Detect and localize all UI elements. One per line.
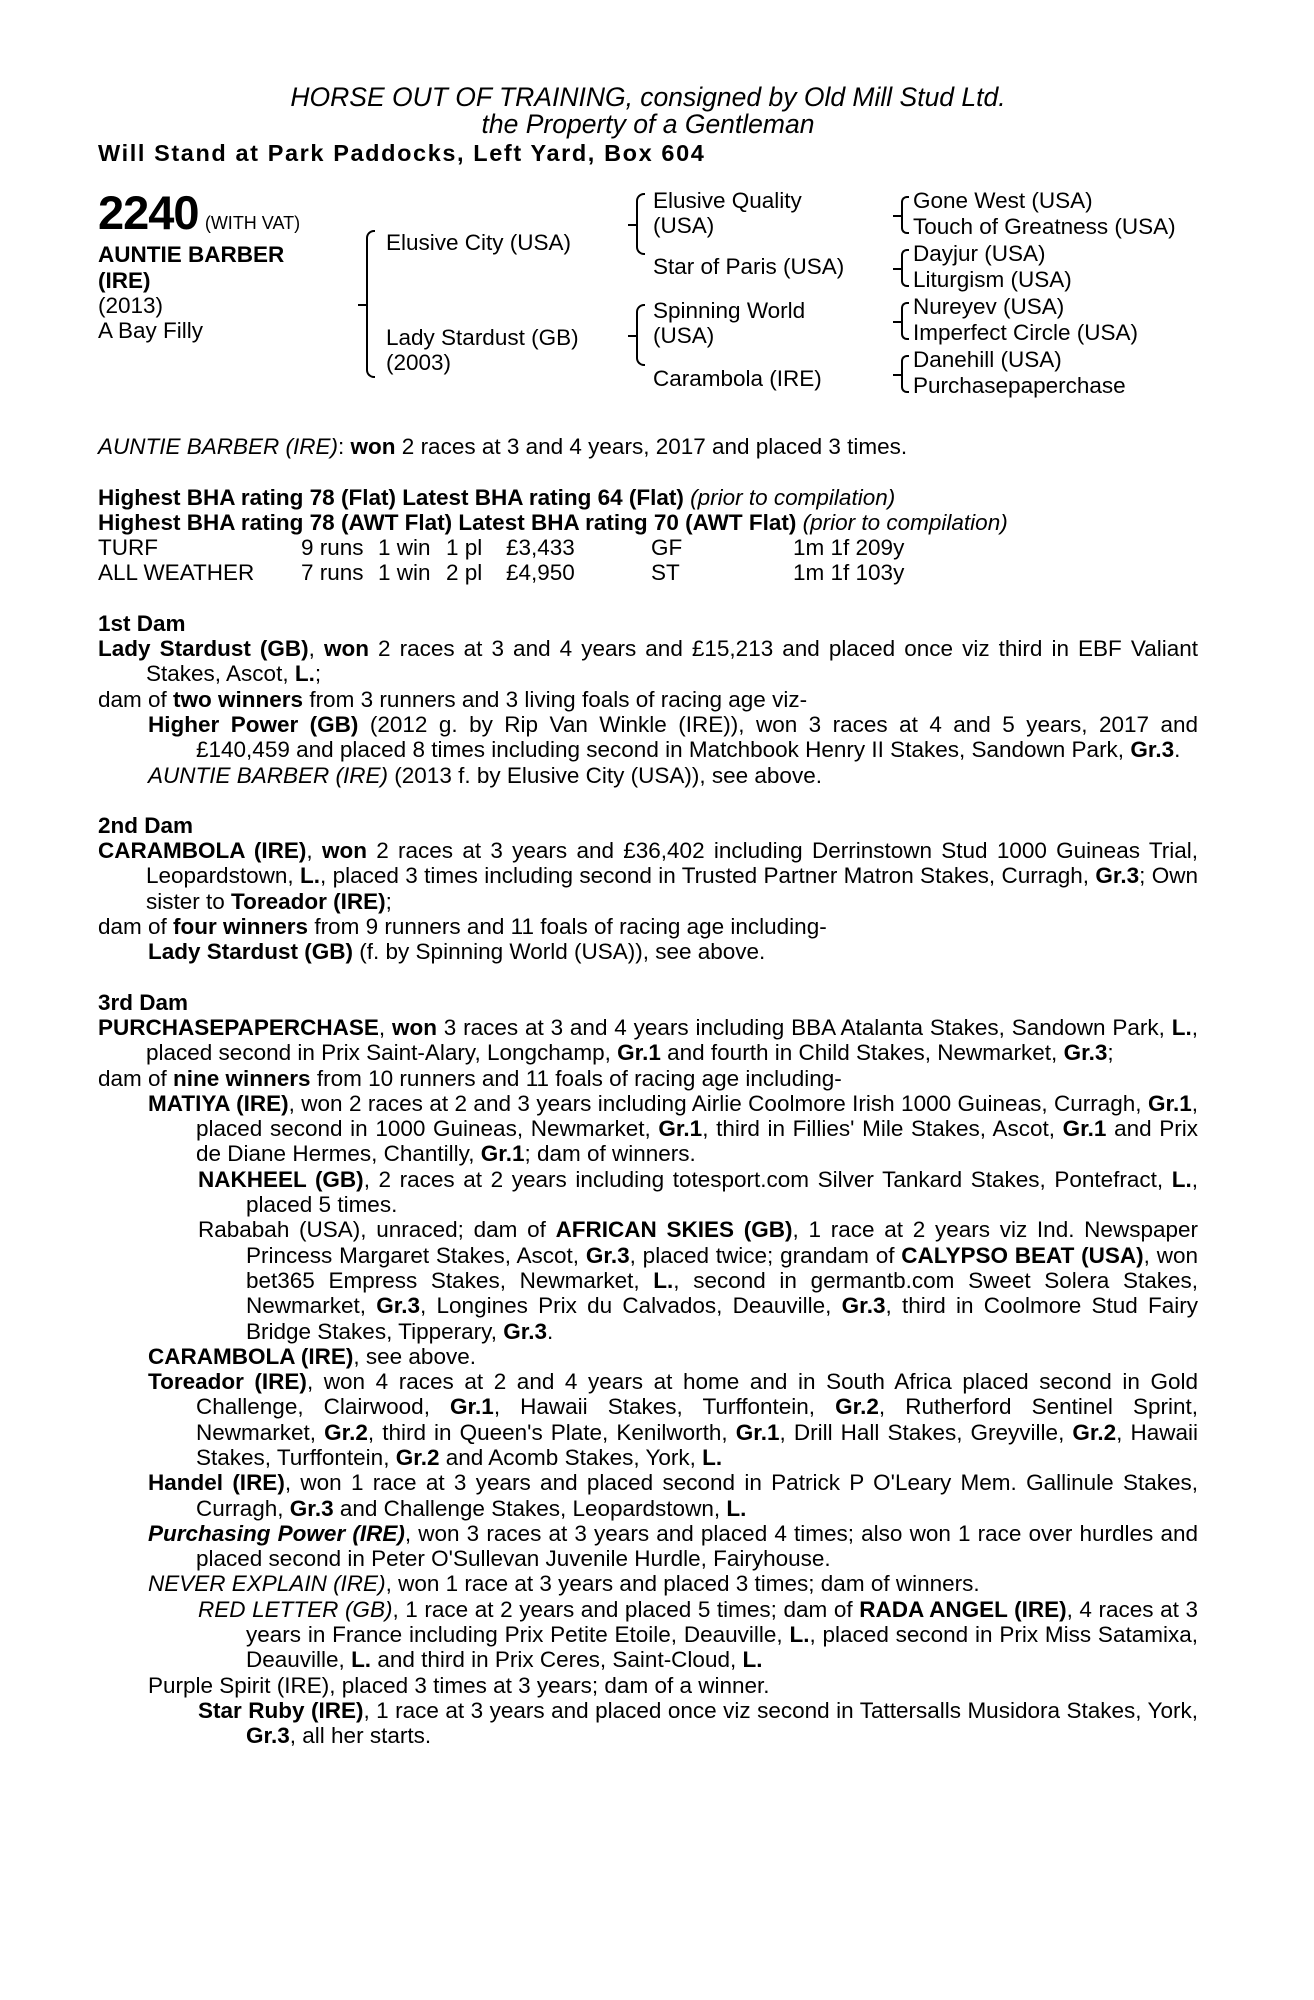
- first-dam-record: Lady Stardust (GB), won 2 races at 3 and 4 years and £15,213 and placed once viz third in EBF Valiant Stakes, Ascot, L.;: [98, 636, 1198, 687]
- race-summary: AUNTIE BARBER (IRE): won 2 races at 3 and 4 years, 2017 and placed 3 times.: [98, 434, 908, 460]
- dam-parents-brace: [636, 304, 645, 366]
- g-brace-4: [901, 355, 909, 393]
- foaling-year: (2013): [98, 293, 164, 319]
- sire: Elusive City (USA): [386, 230, 572, 256]
- dam-sire: Spinning World: [653, 298, 806, 324]
- pedigree-block: [98, 188, 1198, 428]
- lot-number: 2240: [98, 186, 199, 240]
- produce-carambola: CARAMBOLA (IRE), see above.: [148, 1343, 476, 1369]
- grandsire-4: Danehill (USA): [913, 347, 1062, 373]
- granddam-1: Touch of Greatness (USA): [913, 214, 1176, 240]
- stand-location: Will Stand at Park Paddocks, Left Yard, Box 604: [98, 140, 706, 166]
- produce-red-letter: RED LETTER (GB), 1 race at 2 years and placed 5 times; dam of RADA ANGEL (IRE), 4 races at 3 years in France including Prix Petite Etoile, Deauville, L., placed second in Prix Miss Satamixa, Deauville, L. and third in Prix Ceres, Saint-Cloud, L.: [198, 1596, 1198, 1673]
- first-dam-produce: dam of two winners from 3 runners and 3 living foals of racing age viz-: [98, 686, 808, 712]
- sire-sire-country: (USA): [653, 213, 715, 239]
- granddam-3: Imperfect Circle (USA): [913, 320, 1139, 346]
- granddam-2: Liturgism (USA): [913, 267, 1072, 293]
- record-row-turf: TURF 9 runs 1 win 1 pl £3,433 GF 1m 1f 209y: [98, 535, 905, 561]
- second-dam-record: CARAMBOLA (IRE), won 2 races at 3 years and £36,402 including Derrinstown Stud 1000 Guineas Trial, Leopardstown, L., placed 3 times including second in Trusted Partner Matron Stakes, Curragh, Gr.3; Own sister to Toreador (IRE);: [98, 838, 1198, 914]
- grandsire-3: Nureyev (USA): [913, 294, 1065, 320]
- sire-dam-brace: [366, 230, 375, 378]
- dam-sire-country: (USA): [653, 323, 715, 349]
- horse-name: AUNTIE BARBER: [98, 242, 285, 268]
- produce-lady-stardust: Lady Stardust (GB) (f. by Spinning World (USA)), see above.: [148, 939, 766, 965]
- consignor-line: HORSE OUT OF TRAINING, consigned by Old Mill Stud Ltd.: [290, 82, 1006, 112]
- rating-awt: Highest BHA rating 78 (AWT Flat) Latest BHA rating 70 (AWT Flat) (prior to compilation): [98, 509, 1008, 535]
- sire-sire: Elusive Quality: [653, 188, 802, 214]
- g-brace-3: [901, 302, 909, 340]
- third-dam-produce: dam of nine winners from 10 runners and 11 foals of racing age including-: [98, 1065, 842, 1091]
- property-line: the Property of a Gentleman: [481, 109, 815, 139]
- dam-year: (2003): [386, 350, 452, 376]
- grandsire-2: Dayjur (USA): [913, 241, 1046, 267]
- produce-rababah: Rababah (USA), unraced; dam of AFRICAN SKIES (GB), 1 race at 2 years viz Ind. Newspaper Princess Margaret Stakes, Ascot, Gr.3, placed twice; grandam of CALYPSO BEAT (USA), won bet365 Empress Stakes, Newmarket, L., second in germantb.com Sweet Solera Stakes, Newmarket, Gr.3, Longines Prix du Calvados, Deauville, Gr.3, third in Coolmore Stud Fairy Bridge Stakes, Tipperary, Gr.3.: [198, 1217, 1198, 1344]
- second-dam-produce: dam of four winners from 9 runners and 11 foals of racing age including-: [98, 914, 827, 940]
- third-dam-heading: 3rd Dam: [98, 989, 189, 1015]
- first-dam-heading: 1st Dam: [98, 610, 186, 636]
- produce-handel: Handel (IRE), won 1 race at 3 years and placed second in Patrick P O'Leary Mem. Gallinule Stakes, Curragh, Gr.3 and Challenge Stakes, Leopardstown, L.: [148, 1470, 1198, 1521]
- g-brace-2: [901, 249, 909, 287]
- produce-toreador: Toreador (IRE), won 4 races at 2 and 4 years at home and in South Africa placed second in Gold Challenge, Clairwood, Gr.1, Hawaii Stakes, Turffontein, Gr.2, Rutherford Sentinel Sprint, Newmarket, Gr.2, third in Queen's Plate, Kenilworth, Gr.1, Drill Hall Stakes, Greyville, Gr.2, Hawaii Stakes, Turffontein, Gr.2 and Acomb Stakes, York, L.: [148, 1369, 1199, 1470]
- produce-star-ruby: Star Ruby (IRE), 1 race at 3 years and placed once viz second in Tattersalls Musidora Stakes, York, Gr.3, all her starts.: [198, 1697, 1198, 1749]
- horse-description: A Bay Filly: [98, 318, 204, 344]
- grandsire-1: Gone West (USA): [913, 188, 1093, 214]
- g-brace-1: [901, 196, 909, 234]
- dam: Lady Stardust (GB): [386, 325, 579, 351]
- record-row-all-weather: ALL WEATHER 7 runs 1 win 2 pl £4,950 ST 1m 1f 103y: [98, 560, 905, 586]
- produce-auntie-barber: AUNTIE BARBER (IRE) (2013 f. by Elusive City (USA)), see above.: [148, 762, 822, 788]
- horse-name-suffix: (IRE): [98, 268, 151, 294]
- produce-matiya: MATIYA (IRE), won 2 races at 2 and 3 years including Airlie Coolmore Irish 1000 Guineas, Curragh, Gr.1, placed second in 1000 Guineas, Newmarket, Gr.1, third in Fillies' Mile Stakes, Ascot, Gr.1 and Prix de Diane Hermes, Chantilly, Gr.1; dam of winners.: [148, 1090, 1199, 1167]
- second-dam-heading: 2nd Dam: [98, 812, 194, 838]
- vat-note: (WITH VAT): [204, 213, 301, 234]
- catalogue-page: [98, 84, 1198, 1749]
- sire-parents-brace: [636, 193, 645, 255]
- produce-nakheel: NAKHEEL (GB), 2 races at 2 years including totesport.com Silver Tankard Stakes, Pontefract, L., placed 5 times.: [198, 1166, 1198, 1218]
- produce-higher-power: Higher Power (GB) (2012 g. by Rip Van Winkle (IRE)), won 3 races at 4 and 5 years, 2017 and £140,459 and placed 8 times including second in Matchbook Henry II Stakes, Sandown Park, Gr.3.: [148, 711, 1198, 763]
- produce-never-explain: NEVER EXPLAIN (IRE), won 1 race at 3 years and placed 3 times; dam of winners.: [148, 1571, 980, 1597]
- race-record: [98, 535, 1198, 586]
- dam-dam: Carambola (IRE): [653, 366, 822, 392]
- produce-purple-spirit: Purple Spirit (IRE), placed 3 times at 3 years; dam of a winner.: [148, 1672, 770, 1698]
- third-dam-record: PURCHASEPAPERCHASE, won 3 races at 3 and 4 years including BBA Atalanta Stakes, Sandown Park, L., placed second in Prix Saint-Alary, Longchamp, Gr.1 and fourth in Child Stakes, Newmarket, Gr.3;: [98, 1014, 1198, 1066]
- produce-purchasing-power: Purchasing Power (IRE), won 3 races at 3 years and placed 4 times; also won 1 race over hurdles and placed second in Peter O'Sullevan Juvenile Hurdle, Fairyhouse.: [148, 1520, 1198, 1572]
- granddam-4: Purchasepaperchase: [913, 373, 1126, 399]
- sire-dam: Star of Paris (USA): [653, 254, 845, 280]
- lot-number-line: [98, 186, 301, 240]
- rating-flat: Highest BHA rating 78 (Flat) Latest BHA rating 64 (Flat) (prior to compilation): [98, 484, 896, 510]
